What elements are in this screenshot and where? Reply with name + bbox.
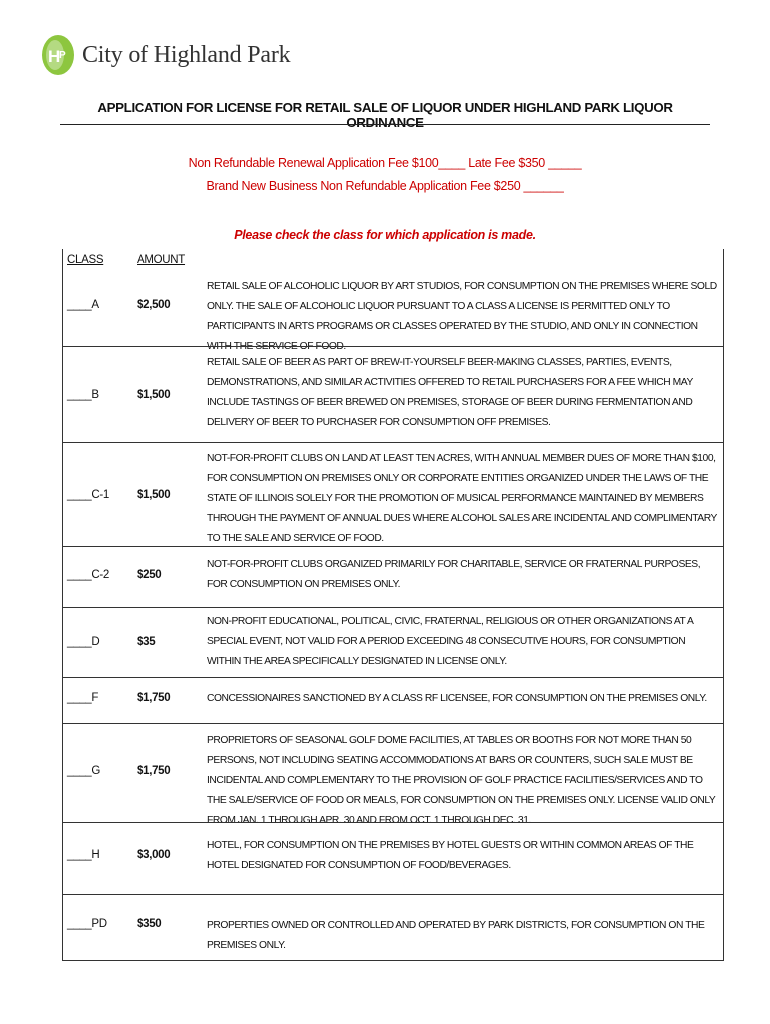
table-row	[63, 894, 723, 961]
license-class-table	[62, 249, 724, 961]
class-description: HOTEL, FOR CONSUMPTION ON THE PREMISES BY HOTEL GUESTS OR WITHIN COMMON AREAS OF THE HOTEL DESIGNATED FOR CONSUMPTION OF FOOD/BEVERAGES.	[207, 840, 694, 871]
class-checkbox-blank[interactable]: ____PD	[67, 918, 107, 930]
amount: $2,500	[137, 299, 171, 311]
table-row	[63, 346, 723, 443]
class-description: NOT-FOR-PROFIT CLUBS ORGANIZED PRIMARILY FOR CHARITABLE, SERVICE OR FRATERNAL PURPOSES, FOR CONSUMPTION ON PREMISES ONLY.	[207, 559, 701, 590]
class-checkbox-blank[interactable]: ____C-1	[67, 489, 110, 501]
class-checkbox-blank[interactable]: ____D	[67, 636, 100, 648]
new-business-fee-line: Brand New Business Non Refundable Application Fee $250 ______	[206, 179, 564, 193]
class-checkbox-blank[interactable]: ____H	[67, 849, 100, 861]
amount: $1,500	[137, 489, 171, 501]
class-checkbox-blank[interactable]: ____F	[67, 692, 99, 704]
svg-text:P: P	[59, 50, 66, 61]
title-divider	[60, 124, 710, 125]
class-column-header: CLASS	[67, 254, 104, 266]
class-checkbox-blank[interactable]: ____A	[67, 299, 99, 311]
class-description: RETAIL SALE OF BEER AS PART OF BREW-IT-YOURSELF BEER-MAKING CLASSES, PARTIES, EVENTS, DEMONSTRATIONS, AND SIMILAR ACTIVITIES OFFERED TO RETAIL PURCHASERS FOR A FEE WHICH MAY INCLUDE TASTINGS OF BEER BREWED ON PREMISES, STORAGE OF BEER DURING FERMENTATION AND DELIVERY OF BEER TO PURCHASER FOR CONSUMPTION OFF PREMISES.	[207, 357, 693, 428]
amount: $1,750	[137, 765, 171, 777]
class-checkbox-blank[interactable]: ____G	[67, 765, 101, 777]
svg-text:H: H	[48, 47, 61, 66]
city-name: City of Highland Park	[82, 41, 291, 68]
amount: $3,000	[137, 849, 171, 861]
amount: $1,750	[137, 692, 171, 704]
highland-park-logo-icon	[40, 33, 76, 77]
class-description: PROPRIETORS OF SEASONAL GOLF DOME FACILITIES, AT TABLES OR BOOTHS FOR NOT MORE THAN 50 PERSONS, NOT INCLUDING SEATING ACCOMMODATIONS AT BARS OR COUNTERS, SUCH SALE MUST BE INCIDENTAL AND COMPLEMENTARY TO THE PROVISION OF GOLF PRACTICE FACILITIES/SERVICES AND TO THE SALE/SERVICE OF FOOD OR MEALS, FOR CONSUMPTION ON THE PREMISES ONLY. LICENSE VALID ONLY FROM JAN. 1 THROUGH APR. 30 AND FROM OCT. 1 THROUGH DEC. 31.	[207, 735, 716, 826]
class-description: NON-PROFIT EDUCATIONAL, POLITICAL, CIVIC, FRATERNAL, RELIGIOUS OR OTHER ORGANIZATIONS AT A SPECIAL EVENT, NOT VALID FOR A PERIOD EXCEEDING 48 CONSECUTIVE HOURS, FOR CONSUMPTION WITHIN THE AREA SPECIFICALLY DESIGNATED IN LICENSE ONLY.	[207, 616, 693, 667]
class-checkbox-blank[interactable]: ____C-2	[67, 569, 110, 581]
class-description: CONCESSIONAIRES SANCTIONED BY A CLASS RF LICENSEE, FOR CONSUMPTION ON THE PREMISES ONLY.	[207, 693, 707, 704]
table-row	[63, 546, 723, 608]
amount: $1,500	[137, 389, 171, 401]
amount: $250	[137, 569, 162, 581]
table-row	[63, 607, 723, 678]
table-row	[63, 822, 723, 895]
class-description: RETAIL SALE OF ALCOHOLIC LIQUOR BY ART STUDIOS, FOR CONSUMPTION ON THE PREMISES WHERE SOLD ONLY. THE SALE OF ALCOHOLIC LIQUOR PURSUANT TO A CLASS A LICENSE IS PERMITTED ONLY TO PARTICIPANTS IN ARTS PROGRAMS OR CLASSES OPERATED BY THE STUDIO, AND ONLY IN CONNECTION WITH THE SERVICE OF FOOD.	[207, 281, 717, 352]
class-description: NOT-FOR-PROFIT CLUBS ON LAND AT LEAST TEN ACRES, WITH ANNUAL MEMBER DUES OF MORE THAN $100, FOR CONSUMPTION ON PREMISES ONLY OR CORPORATE ENTITIES ORGANIZED UNDER THE LAWS OF THE STATE OF ILLINOIS SOLELY FOR THE PROMOTION OF MUSICAL PERFORMANCE MAINTAINED BY MEMBERS THROUGH THE PAYMENT OF ANNUAL DUES WHERE ALCOHOL SALES ARE INCIDENTAL AND COMPLIMENTARY TO THE SALE AND SERVICE OF FOOD.	[207, 453, 717, 544]
table-row	[63, 677, 723, 724]
table-row	[63, 442, 723, 547]
table-row	[63, 723, 723, 826]
renewal-fee-line: Non Refundable Renewal Application Fee $100____ Late Fee $350 _____	[188, 156, 582, 170]
amount: $35	[137, 636, 156, 648]
city-logo	[40, 33, 290, 77]
instruction-text: Please check the class for which application is made.	[234, 228, 536, 242]
class-description: PROPERTIES OWNED OR CONTROLLED AND OPERATED BY PARK DISTRICTS, FOR CONSUMPTION ON THE PREMISES ONLY.	[207, 920, 705, 951]
amount-column-header: AMOUNT	[137, 254, 186, 266]
page-title: APPLICATION FOR LICENSE FOR RETAIL SALE OF LIQUOR UNDER HIGHLAND PARK LIQUOR ORDINANCE	[97, 100, 673, 130]
class-checkbox-blank[interactable]: ____B	[67, 389, 99, 401]
amount: $350	[137, 918, 162, 930]
